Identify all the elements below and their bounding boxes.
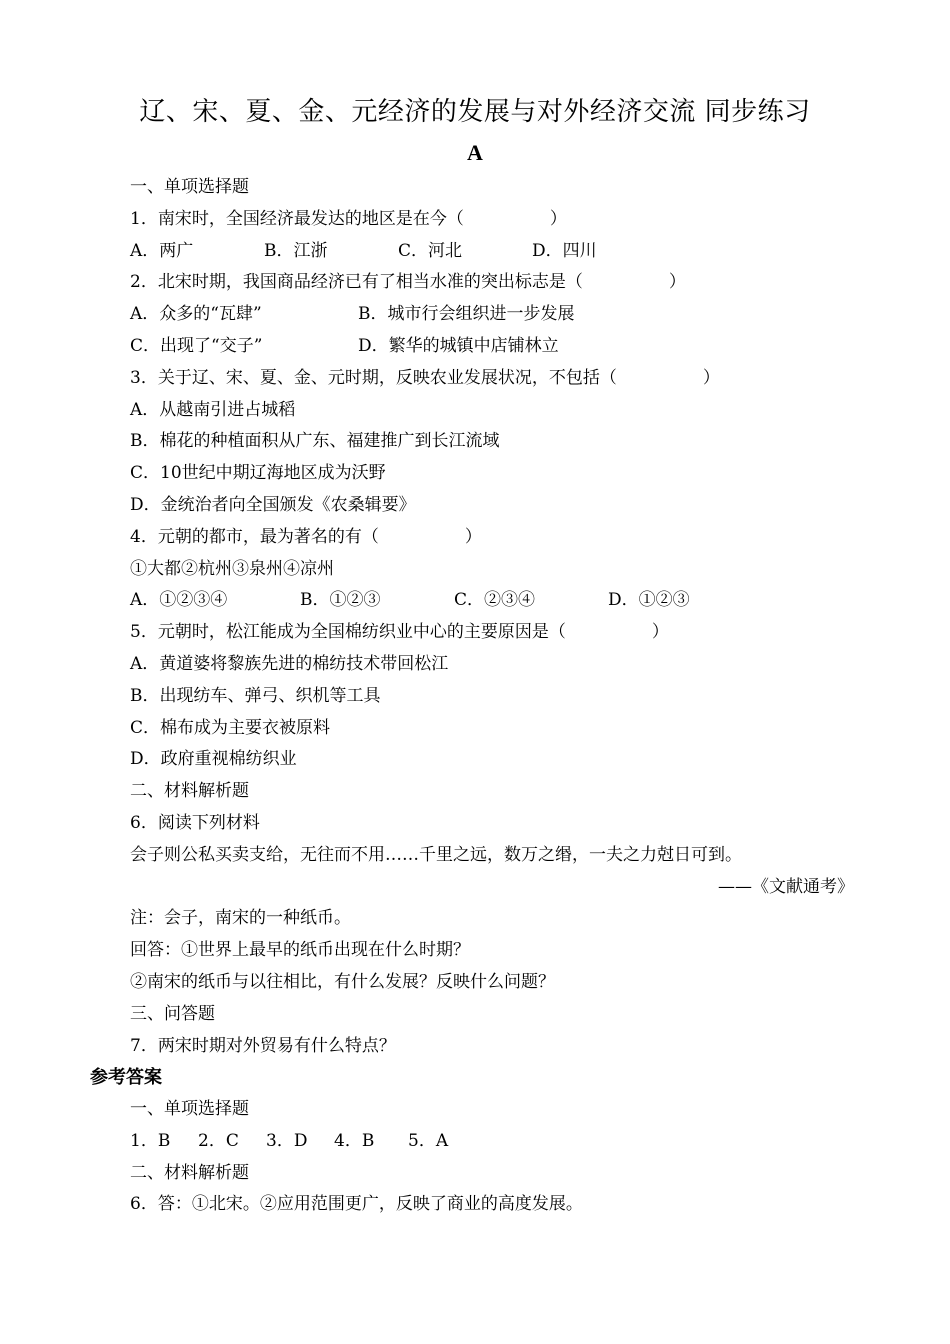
question-3-stem: 3．关于辽、宋、夏、金、元时期，反映农业发展状况，不包括（ [130, 367, 617, 388]
option-a: A．黄道婆将黎族先进的棉纺技术带回松江 [130, 653, 449, 674]
answer-4: 4．B [334, 1130, 375, 1151]
option-b: B．①②③ [300, 590, 381, 611]
option-b: B．出现纺车、弹弓、织机等工具 [130, 685, 381, 706]
option-b: B．棉花的种植面积从广东、福建推广到长江流域 [130, 431, 500, 452]
option-c: C．河北 [398, 240, 463, 261]
question-2: 2．北宋时期，我国商品经济已有了相当水准的突出标志是（ ） [130, 272, 686, 293]
question-5-stem: 5．元朝时，松江能成为全国棉纺织业中心的主要原因是（ [130, 622, 566, 643]
question-2-options-row-2 [130, 331, 860, 363]
question-2-stem: 2．北宋时期，我国商品经济已有了相当水准的突出标志是（ [130, 272, 583, 293]
question-1-stem: 1．南宋时，全国经济最发达的地区是在今（ [130, 208, 464, 229]
question-1: 1．南宋时，全国经济最发达的地区是在今（ ） [130, 208, 567, 229]
question-3: 3．关于辽、宋、夏、金、元时期，反映农业发展状况，不包括（ ） [130, 367, 720, 388]
question-6-material: 会子则公私买卖支给，无往而不用……千里之远，数万之缗，一夫之力尅日可到。 [130, 844, 742, 865]
answer-section-single-choice: 一、单项选择题 [130, 1099, 249, 1119]
question-6-source: ——《文献通考》 [718, 876, 854, 897]
option-b: B．城市行会组织进一步发展 [358, 304, 575, 325]
answer-key-heading: 参考答案 [90, 1067, 162, 1088]
option-c: C．出现了“交子” [130, 335, 263, 356]
option-a: A．众多的“瓦肆” [130, 304, 262, 325]
option-c: C．棉布成为主要衣被原料 [130, 717, 331, 738]
answer-6: 6．答：①北宋。②应用范围更广，反映了商业的高度发展。 [130, 1194, 583, 1215]
option-a: A．两广 [130, 240, 194, 261]
document-title: 辽、宋、夏、金、元经济的发展与对外经济交流 同步练习 [139, 97, 811, 127]
answer-section-material: 二、材料解析题 [130, 1162, 249, 1183]
section-heading-material: 二、材料解析题 [130, 781, 249, 802]
option-c: C．10世纪中期辽海地区成为沃野 [130, 463, 386, 484]
section-heading-qa: 三、问答题 [130, 1003, 215, 1024]
option-a: A．从越南引进占城稻 [130, 399, 296, 420]
question-6-note: 注：会子，南宋的一种纸币。 [130, 908, 351, 929]
answer-5: 5．A [408, 1130, 449, 1151]
document-subtitle: A [467, 140, 483, 165]
question-5: 5．元朝时，松江能成为全国棉纺织业中心的主要原因是（ ） [130, 622, 669, 643]
question-4-stem: 4．元朝的都市，最为著名的有（ [130, 526, 379, 547]
answer-3: 3．D [266, 1130, 308, 1151]
answer-2: 2．C [198, 1130, 239, 1151]
option-c: C．②③④ [454, 590, 536, 611]
question-6-ask-2: ②南宋的纸币与以往相比，有什么发展？反映什么问题？ [130, 971, 555, 992]
answer-1: 1．B [130, 1130, 171, 1151]
option-a: A．①②③④ [130, 590, 228, 611]
question-2-options-row-1 [130, 299, 860, 331]
question-4-items: ①大都②杭州③泉州④凉州 [130, 558, 334, 579]
question-6-stem: 6．阅读下列材料 [130, 812, 260, 833]
question-7-stem: 7．两宋时期对外贸易有什么特点？ [130, 1035, 396, 1056]
question-body [130, 172, 860, 1062]
option-d: D．①②③ [608, 590, 690, 611]
question-1-options [130, 236, 860, 268]
option-d: D．四川 [532, 240, 597, 261]
option-d: D．政府重视棉纺织业 [130, 749, 297, 770]
question-6-ask-1: 回答：①世界上最早的纸币出现在什么时期？ [130, 940, 470, 961]
option-d: D．繁华的城镇中店铺林立 [358, 335, 559, 356]
answer-mc-row [90, 1126, 860, 1158]
question-4-options [130, 585, 860, 617]
option-d: D．金统治者向全国颁发《农桑辑要》 [130, 494, 416, 515]
option-b: B．江浙 [264, 240, 328, 261]
section-heading-single-choice: 一、单项选择题 [130, 177, 249, 197]
answer-key [90, 1062, 860, 1221]
question-4: 4．元朝的都市，最为著名的有（ ） [130, 526, 482, 547]
